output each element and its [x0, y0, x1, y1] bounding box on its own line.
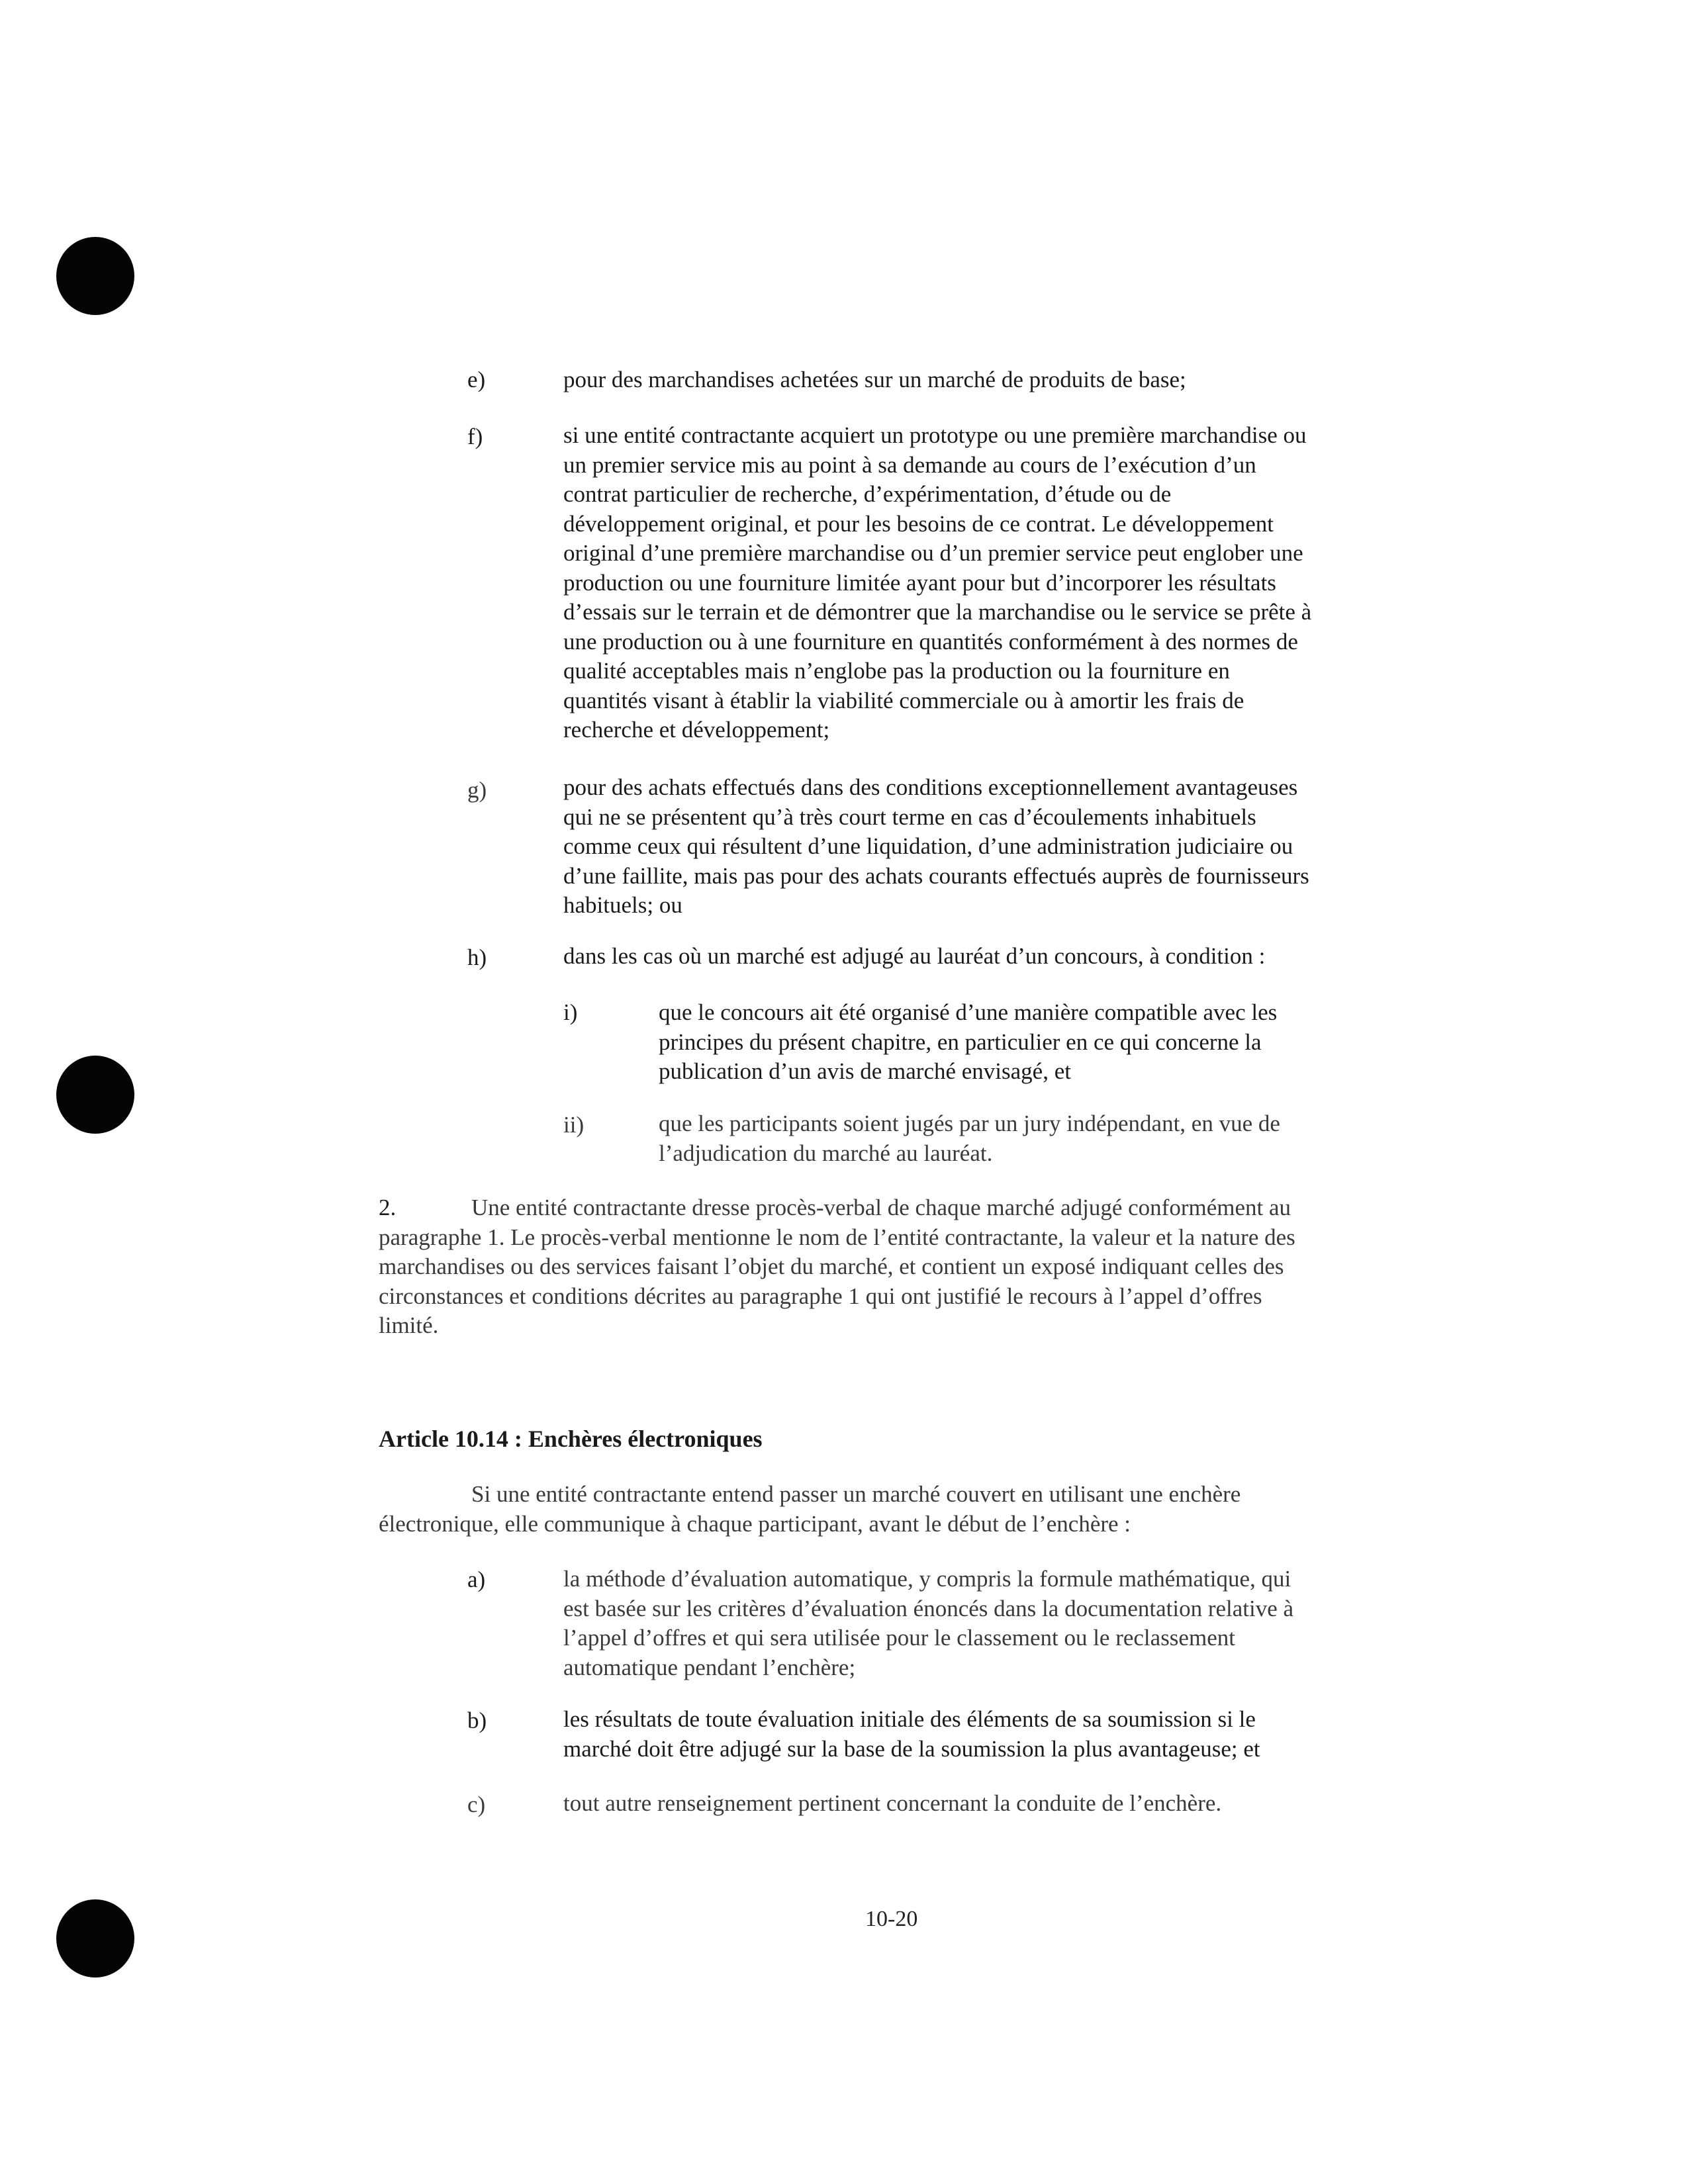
article-item-a-label: a) — [467, 1567, 486, 1592]
article-item-b-line: les résultats de toute évaluation initiale des éléments de sa soumission si le — [563, 1706, 1256, 1732]
paragraph-2-line: limité. — [379, 1312, 439, 1338]
punch-hole-top — [56, 237, 134, 315]
article-item-a-line: la méthode d’évaluation automatique, y compris la formule mathématique, qui — [563, 1566, 1291, 1592]
article-item-c-line: tout autre renseignement pertinent concernant la conduite de l’enchère. — [563, 1790, 1222, 1816]
item-h-ii-line: l’adjudication du marché au lauréat. — [659, 1140, 993, 1166]
item-f-line: production ou une fourniture limitée ayant pour but d’incorporer les résultats — [563, 569, 1276, 596]
item-g-line: habituels; ou — [563, 892, 682, 918]
article-intro-line: Si une entité contractante entend passer un marché couvert en utilisant une enchère — [471, 1481, 1241, 1507]
item-g-line: qui ne se présentent qu’à très court terme en cas d’écoulements inhabituels — [563, 803, 1256, 830]
item-e-label: e) — [467, 367, 486, 392]
item-f-line: qualité acceptables mais n’englobe pas la production ou la fourniture en — [563, 658, 1230, 684]
item-f-line: contrat particulier de recherche, d’expérimentation, d’étude ou de — [563, 481, 1172, 507]
item-e-text — [563, 365, 1186, 395]
paragraph-2-number: 2. — [379, 1195, 397, 1220]
item-f-line: développement original, et pour les besoins de ce contrat. Le développement — [563, 510, 1274, 537]
item-g-text — [563, 773, 1309, 921]
item-h-i-text — [659, 998, 1277, 1087]
item-g-line: comme ceux qui résultent d’une liquidation, d’une administration judiciaire ou — [563, 833, 1293, 859]
item-h-ii-text — [659, 1109, 1280, 1168]
item-h-label: h) — [467, 944, 487, 970]
item-g-label: g) — [467, 777, 487, 803]
item-h-ii-label: ii) — [563, 1112, 585, 1138]
paragraph-2-text — [379, 1193, 1295, 1341]
page-number: 10-20 — [865, 1907, 918, 1931]
item-f-text — [563, 421, 1311, 745]
article-intro-line: électronique, elle communique à chaque participant, avant le début de l’enchère : — [379, 1510, 1131, 1537]
article-item-a-text — [563, 1565, 1293, 1682]
item-f-line: quantités visant à établir la viabilité commerciale ou à amortir les frais de — [563, 687, 1244, 713]
item-f-line: original d’une première marchandise ou d’un premier service peut englober une — [563, 540, 1303, 566]
item-f-line: un premier service mis au point à sa demande au cours de l’exécution d’un — [563, 451, 1256, 478]
item-g-line: d’une faillite, mais pas pour des achats courants effectués auprès de fournisseurs — [563, 862, 1309, 889]
article-item-b-line: marché doit être adjugé sur la base de la soumission la plus avantageuse; et — [563, 1735, 1260, 1762]
article-heading: Article 10.14 : Enchères électroniques — [379, 1426, 763, 1452]
article-item-c-text — [563, 1789, 1221, 1819]
item-f-line: si une entité contractante acquiert un prototype ou une première marchandise ou — [563, 422, 1307, 448]
article-intro — [379, 1480, 1241, 1539]
paragraph-2-line: paragraphe 1. Le procès-verbal mentionne le nom de l’entité contractante, la valeur et la nature des — [379, 1224, 1295, 1250]
article-item-a-line: l’appel d’offres et qui sera utilisée pour le classement ou le reclassement — [563, 1625, 1235, 1651]
article-item-b-text — [563, 1705, 1260, 1764]
item-h-i-line: que le concours ait été organisé d’une manière compatible avec les — [659, 999, 1278, 1025]
item-f-line: recherche et développement; — [563, 717, 830, 743]
item-f-label: f) — [467, 424, 483, 449]
item-g-line: pour des achats effectués dans des conditions exceptionnellement avantageuses — [563, 774, 1298, 800]
article-item-a-line: automatique pendant l’enchère; — [563, 1654, 856, 1680]
article-item-a-line: est basée sur les critères d’évaluation énoncés dans la documentation relative à — [563, 1595, 1294, 1621]
item-e-line: pour des marchandises achetées sur un marché de produits de base; — [563, 367, 1186, 392]
paragraph-2-line: marchandises ou des services faisant l’objet du marché, et contient un exposé indiquant celles des — [379, 1253, 1284, 1279]
punch-hole-middle — [56, 1056, 134, 1134]
item-f-line: une production ou à une fourniture en quantités conformément à des normes de — [563, 628, 1298, 655]
item-h-line: dans les cas où un marché est adjugé au lauréat d’un concours, à condition : — [563, 943, 1266, 969]
item-h-i-line: publication d’un avis de marché envisagé, et — [659, 1058, 1071, 1084]
item-h-text — [563, 942, 1265, 972]
paragraph-2-line: Une entité contractante dresse procès-verbal de chaque marché adjugé conformément au — [471, 1195, 1291, 1220]
article-item-c-label: c) — [467, 1792, 486, 1817]
article-item-b-label: b) — [467, 1707, 487, 1733]
item-h-ii-line: que les participants soient jugés par un jury indépendant, en vue de — [659, 1111, 1280, 1136]
item-h-i-line: principes du présent chapitre, en particulier en ce qui concerne la — [659, 1028, 1262, 1055]
item-h-i-label: i) — [563, 999, 578, 1025]
paragraph-2-line: circonstances et conditions décrites au paragraphe 1 qui ont justifié le recours à l’appel d’offres — [379, 1283, 1262, 1309]
punch-hole-bottom — [56, 1899, 134, 1978]
item-f-line: d’essais sur le terrain et de démontrer que la marchandise ou le service se prête à — [563, 599, 1312, 625]
